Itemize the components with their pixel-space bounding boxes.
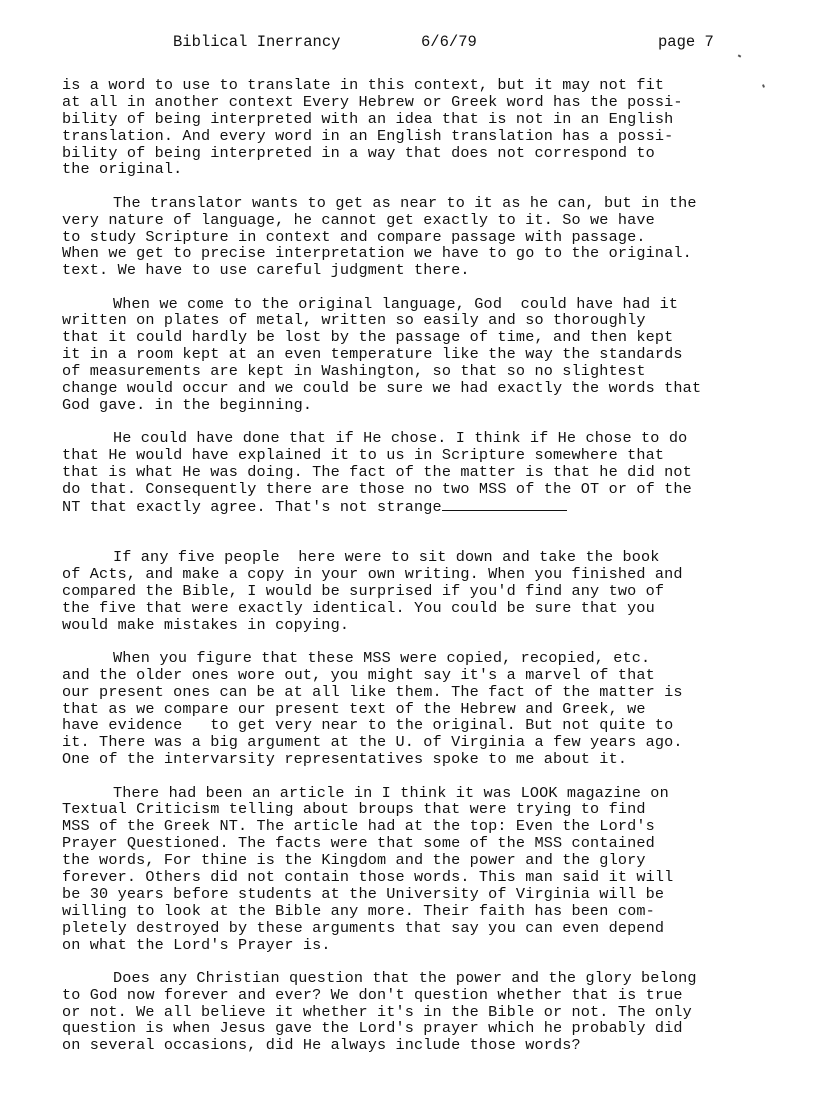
text-line: that He would have explained it to us in Scripture somewhere that [62, 446, 665, 465]
text-line: Does any Christian question that the power and the glory belong [113, 968, 697, 987]
document-title: Biblical Inerrancy [173, 33, 341, 51]
text-line: of measurements are kept in Washington, so that so no slightest [62, 362, 646, 381]
text-line: pletely destroyed by these arguments that say you can even depend [62, 918, 665, 937]
fill-in-blank-line [442, 498, 567, 511]
text-line: to God now forever and ever? We don't question whether that is true [62, 985, 683, 1004]
text-line: MSS of the Greek NT. The article had at the top: Even the Lord's [62, 817, 655, 836]
text-line: Textual Criticism telling about broups that were trying to find [62, 800, 646, 819]
text-line: the five that were exactly identical. You could be sure that you [62, 598, 655, 617]
text-line: do that. Consequently there are those no two MSS of the OT or of the [62, 479, 692, 498]
text-line: of Acts, and make a copy in your own writing. When you finished and [62, 564, 683, 583]
page-number: page 7 [658, 33, 714, 51]
text-line: bility of being interpreted with an idea that is not in an English [62, 109, 674, 128]
text-line: compared the Bible, I would be surprised if you'd find any two of [62, 581, 665, 600]
text-line: When you figure that these MSS were copied, recopied, etc. [113, 648, 651, 667]
text-line: would make mistakes in copying. [62, 615, 350, 634]
paragraph [62, 77, 782, 178]
text-line: The translator wants to get as near to it as he can, but in the [113, 193, 697, 212]
paragraph [62, 785, 782, 954]
text-line: have evidence to get very near to the original. But not quite to [62, 716, 674, 735]
text-line: at all in another context Every Hebrew or Greek word has the possi- [62, 92, 683, 111]
text-line: or not. We all believe it whether it's in the Bible or not. The only [62, 1002, 692, 1021]
text-line: When we come to the original language, God could have had it [113, 294, 679, 313]
paragraph [62, 296, 782, 414]
paragraph [62, 970, 782, 1054]
text-line: translation. And every word in an English translation has a possi- [62, 126, 674, 145]
text-line: our present ones can be at all like them. The fact of the matter is [62, 682, 683, 701]
text-line: that is what He was doing. The fact of the matter is that he did not [62, 462, 692, 481]
text-line: and the older ones wore out, you might say it's a marvel of that [62, 665, 655, 684]
text-line: When we get to precise interpretation we have to go to the original. [62, 244, 692, 263]
text-line: bility of being interpreted in a way that does not correspond to [62, 143, 655, 162]
text-line: on several occasions, did He always include those words? [62, 1036, 581, 1055]
text-line: that as we compare our present text of the Hebrew and Greek, we [62, 699, 646, 718]
text-line: Prayer Questioned. The facts were that some of the MSS contained [62, 834, 655, 853]
text-line: text. We have to use careful judgment there. [62, 261, 470, 280]
text-line: the words, For thine is the Kingdom and the power and the glory [62, 851, 646, 870]
page-header [0, 33, 840, 55]
text-line: is a word to use to translate in this context, but it may not fit [62, 76, 665, 94]
text-line: God gave. in the beginning. [62, 395, 313, 414]
text-line: very nature of language, he cannot get exactly to it. So we have [62, 210, 655, 229]
text-line: to study Scripture in context and compare passage with passage. [62, 227, 646, 246]
paragraph [62, 430, 782, 514]
text-line: There had been an article in I think it was LOOK magazine on [113, 783, 669, 802]
text-line: it in a room kept at an even temperature like the way the standards [62, 345, 683, 364]
scan-speck [738, 54, 742, 57]
text-line: If any five people here were to sit down and take the book [113, 548, 660, 567]
text-line: on what the Lord's Prayer is. [62, 935, 331, 954]
document-date: 6/6/79 [421, 33, 477, 51]
text-line: question is when Jesus gave the Lord's prayer which he probably did [62, 1019, 683, 1038]
text-line: it. There was a big argument at the U. of Virginia a few years ago. [62, 733, 683, 752]
paragraph [62, 650, 782, 768]
text-line: He could have done that if He chose. I think if He chose to do [113, 429, 688, 448]
text-line: forever. Others did not contain those words. This man said it will [62, 867, 674, 886]
text-line: the original. [62, 160, 183, 179]
paragraph [62, 549, 782, 633]
text-line: be 30 years before students at the University of Virginia will be [62, 884, 665, 903]
text-line: willing to look at the Bible any more. Their faith has been com- [62, 901, 655, 920]
text-line: One of the intervarsity representatives spoke to me about it. [62, 750, 628, 769]
paragraph-spacer [62, 531, 782, 549]
text-line: that it could hardly be lost by the passage of time, and then kept [62, 328, 674, 347]
text-line: change would occur and we could be sure we had exactly the words that [62, 379, 702, 398]
text-line: NT that exactly agree. That's not strange [62, 498, 782, 515]
paragraph [62, 195, 782, 279]
document-body [62, 77, 782, 1071]
text-line: written on plates of metal, written so easily and so thoroughly [62, 311, 646, 330]
